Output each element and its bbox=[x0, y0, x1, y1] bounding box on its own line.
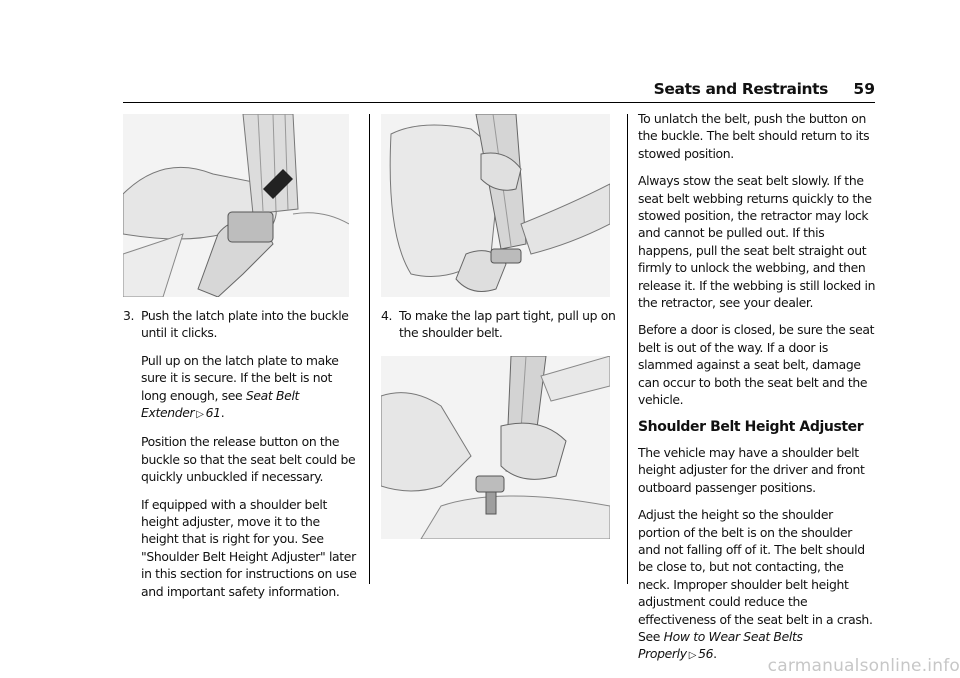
punctuation: . bbox=[713, 646, 717, 662]
paragraph: Before a door is closed, be sure the seat belt is out of the way. If a door is slammed against a seat belt, damage can occur to both the seat belt and the vehicle. bbox=[638, 322, 875, 408]
paragraph bbox=[123, 352, 359, 424]
pull-shoulder-belt-illustration bbox=[381, 114, 610, 297]
latch-plate-buckle-illustration bbox=[123, 114, 349, 297]
step-text: Push the latch plate into the buckle until it clicks. bbox=[141, 308, 349, 341]
punctuation: . bbox=[220, 405, 225, 421]
watermark: carmanualsonline.info bbox=[767, 656, 960, 676]
section-title: Seats and Restraints bbox=[653, 80, 828, 98]
column-divider bbox=[627, 114, 628, 584]
reference-page[interactable]: 61 bbox=[205, 405, 221, 421]
paragraph-text: Adjust the height so the shoulder portion of the belt is on the shoulder and not falling off of it. The belt should be close to, but not contacting, the neck. Improper shoulder belt height adjustment could reduce the effectiveness of the seat belt in a crash. See bbox=[638, 507, 873, 644]
latched-belt-illustration bbox=[381, 356, 610, 539]
page-reference-arrow-icon: ▷ bbox=[688, 650, 697, 662]
step-number: 4. bbox=[381, 308, 393, 323]
cross-reference-link[interactable]: How to Wear Seat Belts Properly bbox=[638, 628, 803, 662]
paragraph: If equipped with a shoulder belt height adjuster, move it to the height that is right for you. See "Shoulder Belt Height Adjuster" later in this section for instructions on use and important safety information. bbox=[141, 496, 357, 599]
paragraph: The vehicle may have a shoulder belt height adjuster for the driver and front outboard passenger positions. bbox=[638, 444, 865, 495]
column-middle bbox=[381, 114, 617, 549]
paragraph: Always stow the seat belt slowly. If the seat belt webbing returns quickly to the stowed position, the retractor may lock and cannot be pulled out. If this happens, pull the seat belt straight out firmly to unlock the webbing, and then release it. If the webbing is still locked in the retractor, see your dealer. bbox=[638, 173, 876, 311]
paragraph-text: Pull up on the latch plate to make sure it is secure. If the belt is not long enough, see bbox=[141, 352, 339, 403]
column-divider bbox=[369, 114, 370, 584]
header-rule bbox=[123, 102, 875, 103]
column-right bbox=[638, 110, 876, 675]
paragraph: To unlatch the belt, push the button on the buckle. The belt should return to its stowed position. bbox=[638, 111, 870, 161]
page-header bbox=[0, 80, 960, 110]
step-number: 3. bbox=[123, 308, 135, 323]
reference-page[interactable]: 56 bbox=[698, 646, 714, 662]
page-reference-arrow-icon: ▷ bbox=[196, 409, 204, 421]
section-heading: Shoulder Belt Height Adjuster bbox=[638, 418, 864, 435]
step-text: To make the lap part tight, pull up on the shoulder belt. bbox=[399, 308, 616, 341]
paragraph bbox=[638, 506, 876, 665]
paragraph: Position the release button on the buckle so that the seat belt could be quickly unbuckled if necessary. bbox=[141, 434, 356, 485]
step-4 bbox=[381, 307, 617, 342]
step-3 bbox=[123, 307, 359, 342]
page-number: 59 bbox=[853, 80, 875, 98]
cross-reference-link[interactable]: Seat Belt Extender bbox=[141, 387, 300, 421]
column-left bbox=[123, 114, 359, 610]
